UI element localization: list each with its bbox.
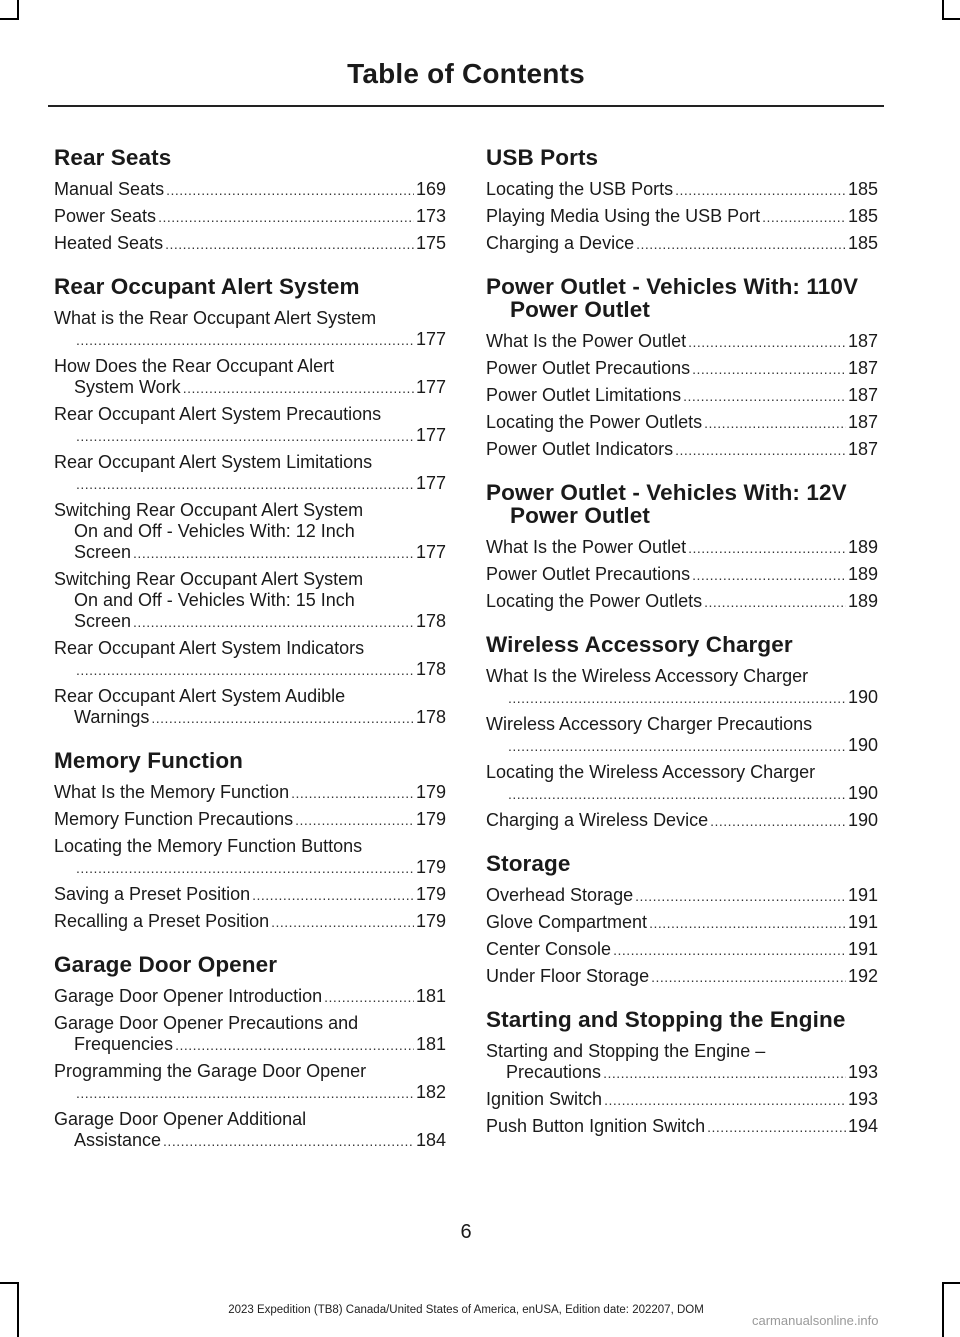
- dot-leader: [636, 233, 846, 255]
- toc-entry-link[interactable]: [54, 404, 446, 447]
- dot-leader: [133, 611, 414, 633]
- toc-entry-line: [486, 206, 878, 228]
- toc-page-number: 192: [847, 966, 878, 986]
- toc-entry-text: Under Floor Storage: [486, 966, 650, 986]
- toc-page-number: 187: [847, 439, 878, 459]
- toc-entry-text: Rear Occupant Alert System Indicators: [54, 638, 365, 658]
- toc-entry-link[interactable]: [486, 666, 878, 709]
- dot-leader: [158, 206, 414, 228]
- toc-entry-line: [54, 500, 446, 521]
- dot-leader: [704, 412, 846, 434]
- dot-leader: [291, 782, 414, 804]
- toc-page-number: 177: [415, 542, 446, 562]
- toc-entry-text: On and Off - Vehicles With: 15 Inch: [74, 590, 355, 610]
- dot-leader: [683, 385, 846, 407]
- toc-entry-line: [54, 377, 446, 399]
- dot-leader: [76, 473, 414, 495]
- toc-entry-text: Recalling a Preset Position: [54, 911, 270, 931]
- toc-section-power-outlet-vehicles-with-110v-power-outlet: [486, 275, 878, 461]
- toc-entry-text: Garage Door Opener Additional: [54, 1109, 307, 1129]
- toc-entry-text: Memory Function Precautions: [54, 809, 294, 829]
- toc-page-number: 190: [847, 735, 878, 755]
- dot-leader: [635, 885, 846, 907]
- dot-leader: [704, 591, 846, 613]
- toc-entry-line: [486, 687, 878, 709]
- dot-leader: [692, 564, 846, 586]
- toc-entry-line: [54, 473, 446, 495]
- toc-page-number: 169: [415, 179, 446, 199]
- toc-entry-link[interactable]: [54, 986, 446, 1008]
- toc-section-power-outlet-vehicles-with-12v-power-outlet: [486, 481, 878, 613]
- toc-entry-link[interactable]: [54, 452, 446, 495]
- toc-entry-link[interactable]: [54, 233, 446, 255]
- crop-mark-bottom-right-h: [942, 1282, 960, 1284]
- toc-section-usb-ports: [486, 146, 878, 255]
- toc-page-number: 181: [415, 986, 446, 1006]
- toc-entry-link[interactable]: [54, 809, 446, 831]
- section-heading: Power Outlet - Vehicles With: 12V Power Outlet: [486, 480, 847, 528]
- toc-entry-text: Garage Door Opener Precautions and: [54, 1013, 359, 1033]
- toc-entry-link[interactable]: [486, 885, 878, 907]
- toc-section-storage: [486, 852, 878, 988]
- toc-page-number: 178: [415, 611, 446, 631]
- dot-leader: [692, 358, 846, 380]
- toc-entry-link[interactable]: [54, 500, 446, 564]
- toc-entry-line: [486, 1116, 878, 1138]
- toc-entry-text: Switching Rear Occupant Alert System: [54, 500, 364, 520]
- toc-entry-text: Push Button Ignition Switch: [486, 1116, 706, 1136]
- dot-leader: [649, 912, 846, 934]
- section-heading: Garage Door Opener: [54, 952, 278, 977]
- dot-leader: [651, 966, 846, 988]
- toc-entry-line: [54, 638, 446, 659]
- dot-leader: [183, 377, 414, 399]
- section-heading: Memory Function: [54, 748, 244, 773]
- dot-leader: [603, 1062, 846, 1084]
- toc-page-number: 173: [415, 206, 446, 226]
- toc-entry-line: [54, 452, 446, 473]
- toc-page-number: 179: [415, 782, 446, 802]
- toc-entry-text: Ignition Switch: [486, 1089, 603, 1109]
- toc-section-garage-door-opener: [54, 953, 446, 1152]
- crop-mark-top-right: [942, 0, 944, 20]
- toc-page-number: 189: [847, 564, 878, 584]
- crop-mark-top-right-h: [942, 18, 960, 20]
- toc-entry-line: [486, 439, 878, 461]
- toc-entry-text: How Does the Rear Occupant Alert: [54, 356, 335, 376]
- toc-entry-text: Programming the Garage Door Opener: [54, 1061, 367, 1081]
- dot-leader: [165, 233, 414, 255]
- toc-section-wireless-accessory-charger: [486, 633, 878, 832]
- toc-entry-line: [54, 542, 446, 564]
- toc-entry-text: Locating the Memory Function Buttons: [54, 836, 363, 856]
- toc-entry-line: [54, 308, 446, 329]
- toc-entry-line: [486, 179, 878, 201]
- toc-page-number: 179: [415, 809, 446, 829]
- toc-page-number: 179: [415, 857, 446, 877]
- toc-entry-text: Wireless Accessory Charger Precautions: [486, 714, 813, 734]
- dot-leader: [76, 1082, 414, 1104]
- toc-entry-link[interactable]: [486, 591, 878, 613]
- toc-page-number: 190: [847, 687, 878, 707]
- toc-page-number: 193: [847, 1062, 878, 1082]
- toc-page-number: 181: [415, 1034, 446, 1054]
- toc-entry-link[interactable]: [486, 912, 878, 934]
- page-number: 6: [460, 1221, 472, 1243]
- toc-entry-link[interactable]: [54, 686, 446, 729]
- toc-entry-line: [54, 782, 446, 804]
- toc-entry-text: System Work: [74, 377, 181, 397]
- toc-entry-text: Frequencies: [74, 1034, 174, 1054]
- dot-leader: [133, 542, 414, 564]
- toc-entry-link[interactable]: [54, 884, 446, 906]
- toc-left-column: [54, 146, 446, 1172]
- toc-entry-text: Center Console: [486, 939, 612, 959]
- toc-page-number: 177: [415, 377, 446, 397]
- toc-page-number: 177: [415, 329, 446, 349]
- toc-entry-text: Power Outlet Precautions: [486, 358, 691, 378]
- toc-entry-link[interactable]: [486, 1041, 878, 1084]
- toc-entry-text: What Is the Memory Function: [54, 782, 290, 802]
- toc-entry-line: [486, 591, 878, 613]
- toc-entry-text: What Is the Wireless Accessory Charger: [486, 666, 809, 686]
- toc-entry-text: Screen: [74, 611, 132, 631]
- dot-leader: [76, 329, 414, 351]
- toc-entry-link[interactable]: [54, 1013, 446, 1056]
- toc-page-number: 178: [415, 707, 446, 727]
- toc-entry-line: [54, 329, 446, 351]
- toc-page-number: 177: [415, 425, 446, 445]
- toc-entry-line: [486, 233, 878, 255]
- toc-entry-link[interactable]: [486, 810, 878, 832]
- dot-leader: [613, 939, 846, 961]
- section-heading: Rear Seats: [54, 145, 172, 170]
- toc-entry-link[interactable]: [486, 564, 878, 586]
- toc-entry-line: [54, 425, 446, 447]
- toc-section-starting-and-stopping-the-engine: [486, 1008, 878, 1138]
- section-heading: Rear Occupant Alert System: [54, 274, 360, 299]
- toc-entry-line: [54, 1034, 446, 1056]
- dot-leader: [508, 783, 846, 805]
- toc-page-number: 190: [847, 783, 878, 803]
- toc-entry-line: [54, 857, 446, 879]
- toc-entry-link[interactable]: [486, 714, 878, 757]
- toc-entry-line: [54, 911, 446, 933]
- toc-entry-line: [54, 809, 446, 831]
- toc-entry-link[interactable]: [486, 966, 878, 988]
- toc-page-number: 191: [847, 912, 878, 932]
- toc-entry-link[interactable]: [54, 836, 446, 879]
- watermark: carmanualsonline.info: [752, 1313, 879, 1328]
- toc-page-number: 190: [847, 810, 878, 830]
- toc-entry-text: Heated Seats: [54, 233, 164, 253]
- toc-page-number: 189: [847, 537, 878, 557]
- toc-entry-line: [54, 659, 446, 681]
- dot-leader: [163, 1130, 414, 1152]
- toc-entry-line: [54, 1013, 446, 1034]
- toc-entry-line: [486, 762, 878, 783]
- toc-entry-link[interactable]: [54, 308, 446, 351]
- toc-entry-text: Manual Seats: [54, 179, 165, 199]
- toc-entry-line: [54, 707, 446, 729]
- toc-entry-link[interactable]: [486, 1089, 878, 1111]
- toc-entry-line: [486, 735, 878, 757]
- dot-leader: [76, 425, 414, 447]
- header-rule: [48, 105, 884, 107]
- toc-section-rear-seats: [54, 146, 446, 255]
- toc-entry-line: [54, 1082, 446, 1104]
- dot-leader: [252, 884, 414, 906]
- crop-mark-bottom-right: [942, 1282, 944, 1337]
- toc-entry-line: [54, 569, 446, 590]
- toc-page-number: 178: [415, 659, 446, 679]
- toc-entry-line: [486, 1041, 878, 1062]
- toc-entry-link[interactable]: [54, 911, 446, 933]
- toc-entry-text: Locating the Wireless Accessory Charger: [486, 762, 816, 782]
- dot-leader: [295, 809, 414, 831]
- crop-mark-top-left: [17, 0, 19, 20]
- toc-entry-line: [54, 1061, 446, 1082]
- toc-page-number: 187: [847, 358, 878, 378]
- toc-entry-line: [54, 611, 446, 633]
- section-heading: Storage: [486, 851, 571, 876]
- toc-entry-line: [54, 521, 446, 542]
- toc-page-number: 185: [847, 206, 878, 226]
- toc-entry-link[interactable]: [486, 439, 878, 461]
- toc-page-number: 179: [415, 884, 446, 904]
- toc-page-number: 182: [415, 1082, 446, 1102]
- dot-leader: [604, 1089, 846, 1111]
- toc-entry-text: Screen: [74, 542, 132, 562]
- dot-leader: [688, 331, 846, 353]
- toc-entry-line: [54, 884, 446, 906]
- toc-entry-line: [486, 1062, 878, 1084]
- toc-page-number: 179: [415, 911, 446, 931]
- toc-page-number: 189: [847, 591, 878, 611]
- toc-entry-line: [54, 1109, 446, 1130]
- toc-entry-link[interactable]: [54, 1061, 446, 1104]
- toc-entry-link[interactable]: [486, 939, 878, 961]
- toc-entry-line: [54, 686, 446, 707]
- toc-entry-text: Rear Occupant Alert System Audible: [54, 686, 346, 706]
- toc-entry-link[interactable]: [486, 1116, 878, 1138]
- toc-entry-line: [486, 810, 878, 832]
- toc-entry-line: [54, 1130, 446, 1152]
- toc-entry-link[interactable]: [486, 762, 878, 805]
- toc-page-number: 185: [847, 179, 878, 199]
- dot-leader: [707, 1116, 846, 1138]
- dot-leader: [710, 810, 846, 832]
- section-heading: USB Ports: [486, 145, 599, 170]
- toc-entry-text: Power Outlet Precautions: [486, 564, 691, 584]
- toc-entry-link[interactable]: [54, 782, 446, 804]
- toc-entry-link[interactable]: [54, 638, 446, 681]
- toc-entry-line: [486, 885, 878, 907]
- toc-page-number: 175: [415, 233, 446, 253]
- toc-entry-link[interactable]: [54, 1109, 446, 1152]
- toc-entry-line: [54, 590, 446, 611]
- section-heading: Power Outlet - Vehicles With: 110V Power Outlet: [486, 274, 859, 322]
- toc-page-number: 187: [847, 385, 878, 405]
- toc-page-number: 185: [847, 233, 878, 253]
- toc-entry-line: [54, 986, 446, 1008]
- toc-page-number: 184: [415, 1130, 446, 1150]
- toc-entry-text: Power Seats: [54, 206, 157, 226]
- toc-entry-link[interactable]: [486, 385, 878, 407]
- page-title: Table of Contents: [347, 58, 585, 89]
- toc-entry-link[interactable]: [486, 537, 878, 559]
- toc-entry-text: Power Outlet Indicators: [486, 439, 674, 459]
- dot-leader: [151, 707, 414, 729]
- toc-entry-link[interactable]: [486, 358, 878, 380]
- toc-entry-text: What is the Rear Occupant Alert System: [54, 308, 377, 328]
- toc-entry-line: [486, 783, 878, 805]
- toc-entry-link[interactable]: [486, 233, 878, 255]
- dot-leader: [175, 1034, 414, 1056]
- toc-entry-link[interactable]: [486, 412, 878, 434]
- toc-entry-link[interactable]: [54, 356, 446, 399]
- section-heading: Starting and Stopping the Engine: [486, 1007, 846, 1032]
- toc-entry-text: Locating the Power Outlets: [486, 412, 703, 432]
- dot-leader: [688, 537, 846, 559]
- toc-entry-line: [54, 179, 446, 201]
- toc-entry-link[interactable]: [486, 179, 878, 201]
- toc-page-number: 187: [847, 412, 878, 432]
- toc-right-column: [486, 146, 878, 1158]
- toc-entry-text: Rear Occupant Alert System Limitations: [54, 452, 373, 472]
- dot-leader: [271, 911, 414, 933]
- toc-entry-text: Glove Compartment: [486, 912, 648, 932]
- toc-section-rear-occupant-alert-system: [54, 275, 446, 729]
- toc-entry-line: [486, 358, 878, 380]
- footer-edition-text: 2023 Expedition (TB8) Canada/United States of America, enUSA, Edition date: 202207, DOM: [228, 1304, 704, 1316]
- dot-leader: [508, 735, 846, 757]
- dot-leader: [675, 179, 846, 201]
- toc-entry-link[interactable]: [54, 569, 446, 633]
- toc-entry-text: Power Outlet Limitations: [486, 385, 682, 405]
- toc-entry-line: [54, 836, 446, 857]
- toc-entry-line: [486, 331, 878, 353]
- toc-entry-text: Precautions: [506, 1062, 602, 1082]
- dot-leader: [76, 659, 414, 681]
- toc-entry-text: Assistance: [74, 1130, 162, 1150]
- toc-entry-text: Charging a Wireless Device: [486, 810, 709, 830]
- toc-entry-line: [486, 912, 878, 934]
- crop-mark-bottom-left-h: [0, 1282, 19, 1284]
- toc-entry-text: On and Off - Vehicles With: 12 Inch: [74, 521, 355, 541]
- toc-entry-text: Locating the USB Ports: [486, 179, 674, 199]
- toc-entry-line: [486, 385, 878, 407]
- toc-entry-text: What Is the Power Outlet: [486, 537, 687, 557]
- dot-leader: [324, 986, 414, 1008]
- dot-leader: [166, 179, 414, 201]
- dot-leader: [675, 439, 846, 461]
- toc-page-number: 177: [415, 473, 446, 493]
- dot-leader: [508, 687, 846, 709]
- crop-mark-top-left-h: [0, 18, 19, 20]
- toc-entry-text: Starting and Stopping the Engine –: [486, 1041, 766, 1061]
- toc-page-number: 191: [847, 885, 878, 905]
- toc-entry-line: [486, 564, 878, 586]
- section-heading: Wireless Accessory Charger: [486, 632, 793, 657]
- toc-entry-line: [54, 356, 446, 377]
- toc-entry-text: Warnings: [74, 707, 150, 727]
- toc-entry-text: Rear Occupant Alert System Precautions: [54, 404, 382, 424]
- toc-entry-text: What Is the Power Outlet: [486, 331, 687, 351]
- toc-entry-line: [486, 714, 878, 735]
- toc-entry-line: [486, 666, 878, 687]
- toc-entry-text: Locating the Power Outlets: [486, 591, 703, 611]
- toc-entry-line: [54, 206, 446, 228]
- toc-entry-link[interactable]: [486, 206, 878, 228]
- toc-entry-line: [54, 404, 446, 425]
- toc-entry-link[interactable]: [486, 331, 878, 353]
- dot-leader: [762, 206, 846, 228]
- toc-entry-link[interactable]: [54, 206, 446, 228]
- toc-entry-text: Charging a Device: [486, 233, 635, 253]
- toc-entry-text: Overhead Storage: [486, 885, 634, 905]
- toc-entry-line: [486, 966, 878, 988]
- toc-section-memory-function: [54, 749, 446, 933]
- toc-entry-line: [486, 939, 878, 961]
- toc-entry-text: Saving a Preset Position: [54, 884, 251, 904]
- toc-entry-link[interactable]: [54, 179, 446, 201]
- toc-page-number: 193: [847, 1089, 878, 1109]
- toc-page-number: 194: [847, 1116, 878, 1136]
- dot-leader: [76, 857, 414, 879]
- toc-entry-line: [54, 233, 446, 255]
- toc-entry-line: [486, 1089, 878, 1111]
- toc-entry-line: [486, 537, 878, 559]
- toc-entry-line: [486, 412, 878, 434]
- toc-page-number: 187: [847, 331, 878, 351]
- toc-entry-text: Playing Media Using the USB Port: [486, 206, 761, 226]
- toc-entry-text: Switching Rear Occupant Alert System: [54, 569, 364, 589]
- toc-page-number: 191: [847, 939, 878, 959]
- toc-entry-text: Garage Door Opener Introduction: [54, 986, 323, 1006]
